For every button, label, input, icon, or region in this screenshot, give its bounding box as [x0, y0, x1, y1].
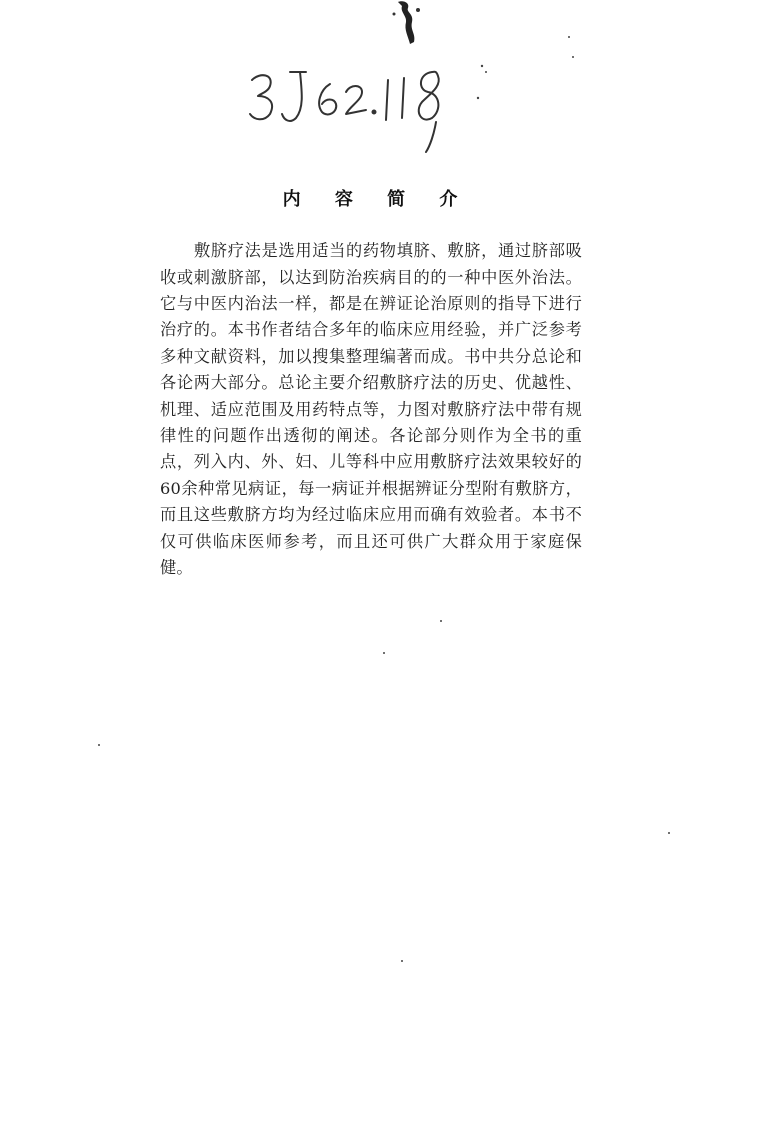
scan-speck [568, 36, 570, 38]
scan-speck [572, 56, 574, 58]
section-title: 内 容 简 介 [282, 189, 472, 210]
handwritten-call-number [246, 58, 506, 158]
scan-speck [668, 832, 670, 834]
summary-paragraph: 敷脐疗法是选用适当的药物填脐、敷脐，通过脐部吸收或刺激脐部，以达到防治疾病目的的一种中医外治法。它与中医内治法一样，都是在辨证论治原则的指导下进行治疗的。本书作者结合多年的临床应用经验，并广泛参考多种文献资料，加以搜集整理编著而成。书中共分总论和各论两大部分。总论主要介绍敷脐疗法的历史、优越性、机理、适应范围及用药特点等，力图对敷脐疗法中带有规律性的问题作出透彻的阐述。各论部分则作为全书的重点，列入内、外、妇、儿等科中应用敷脐疗法效果较好的60余种常见病证，每一病证并根据辨证分型附有敷脐方，而且这些敷脐方均为经过临床应用而确有效验者。本书不仅可供临床医师参考，而且还可供广大群众用于家庭保健。 [160, 241, 582, 578]
ink-blot-mark [388, 0, 428, 60]
scan-speck [98, 744, 100, 746]
scan-speck [383, 652, 385, 654]
scan-speck [440, 620, 442, 622]
scan-speck [401, 960, 403, 962]
